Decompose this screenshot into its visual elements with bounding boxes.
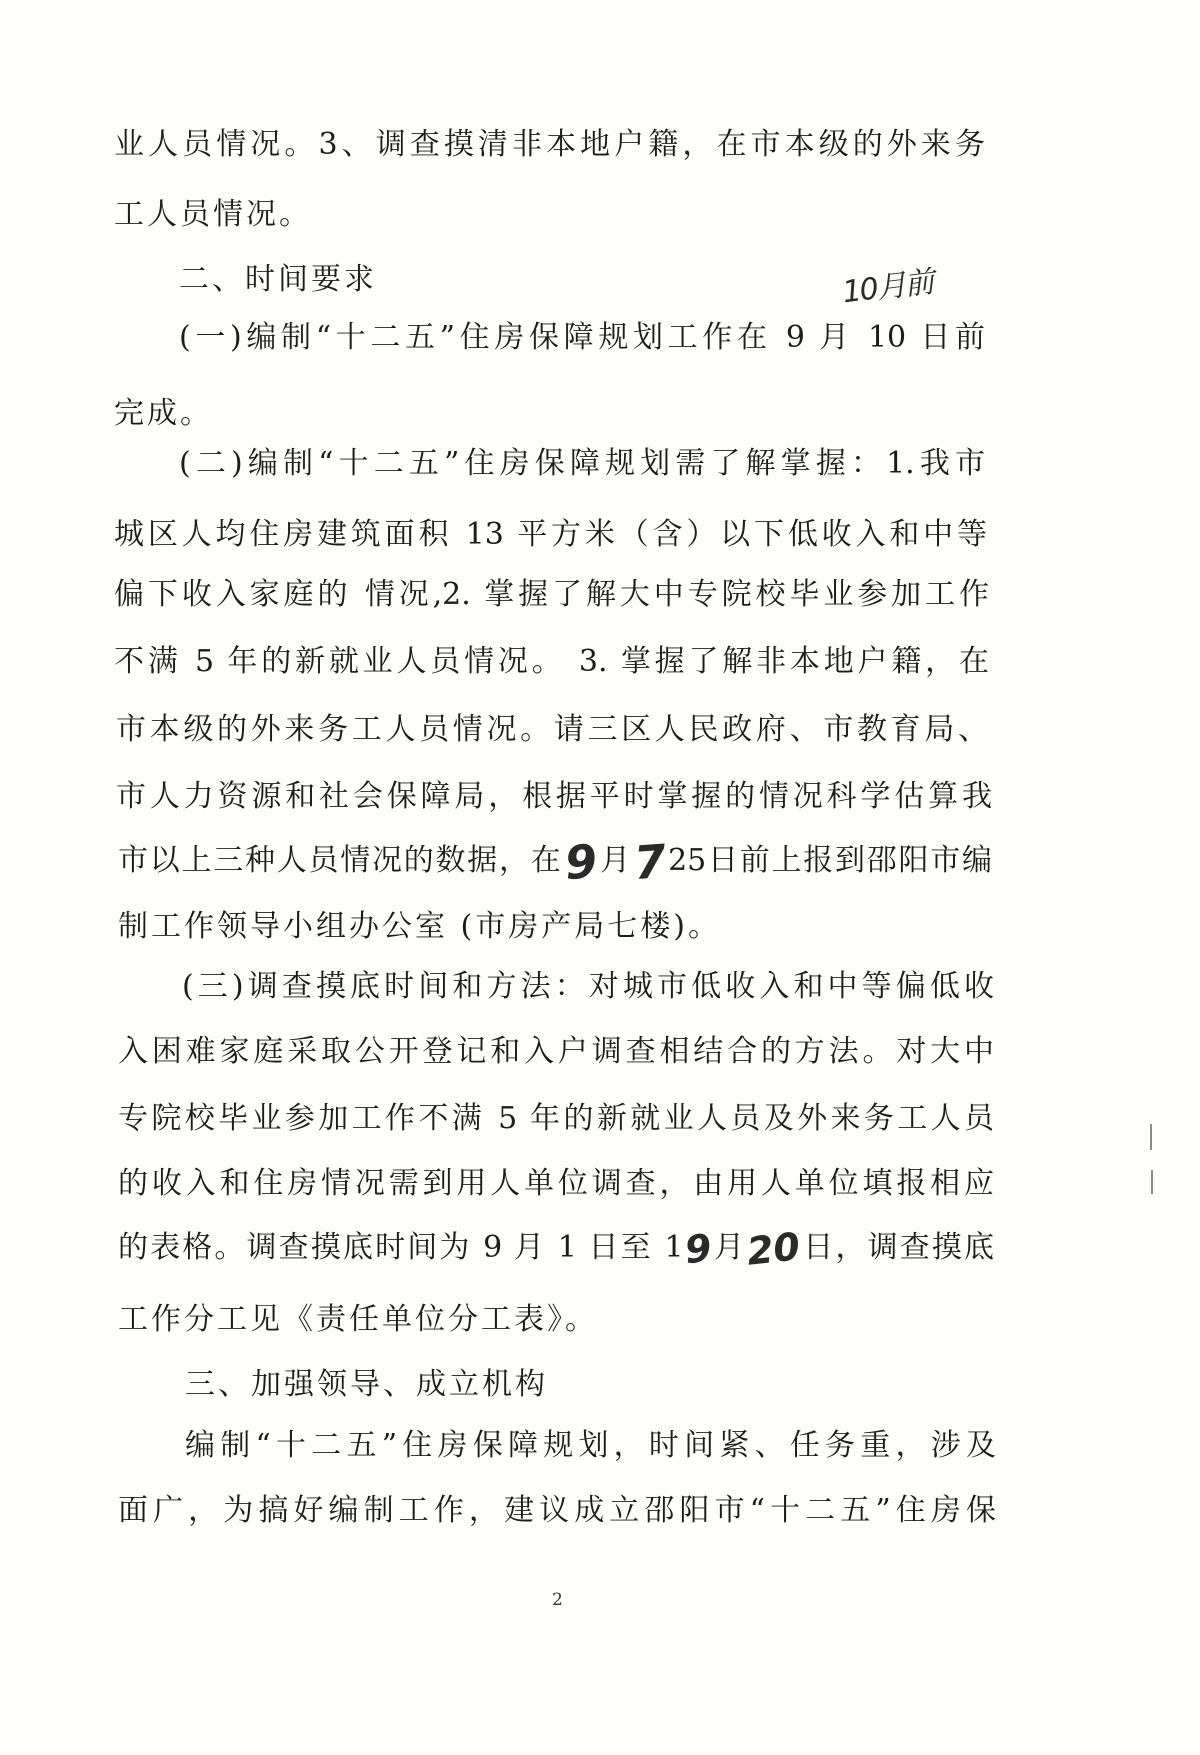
printed-text: 日，调查摸底 xyxy=(801,1230,994,1265)
body-line: 面广，为搞好编制工作，建议成立邵阳市“十二五”住房保 xyxy=(118,1493,996,1528)
body-line: 偏下收入家庭的 情况,2. 掌握了解大中专院校毕业参加工作 xyxy=(114,577,989,612)
body-line: 不满 5 年的新就业人员情况。 3. 掌握了解非本地户籍，在 xyxy=(114,644,989,679)
handwritten-correction: 20 xyxy=(745,1224,803,1274)
body-line: 工人员情况。 xyxy=(114,197,312,232)
printed-text: 25 xyxy=(668,843,707,878)
body-line: 入困难家庭采取公开登记和入户调查相结合的方法。对大中 xyxy=(118,1034,994,1069)
handwritten-correction: 9 xyxy=(562,833,599,891)
handwritten-correction: 9 xyxy=(682,1225,714,1273)
body-line: (二)编制“十二五”住房保障规划需了解掌握：1.我市 xyxy=(179,446,985,481)
body-line: 市本级的外来务工人员情况。请三区人民政府、市教育局、 xyxy=(116,712,988,747)
body-line: 市人力资源和社会保障局，根据平时掌握的情况科学估算我 xyxy=(116,779,992,814)
printed-text: 市以上三种人员情况的数据，在 xyxy=(118,843,563,878)
printed-text: 日前上报到邵阳市编 xyxy=(706,843,993,878)
page-number: 2 xyxy=(552,1590,563,1610)
body-line-with-handwriting xyxy=(118,833,993,891)
body-line: 完成。 xyxy=(114,396,213,431)
margin-mark xyxy=(1151,1170,1153,1194)
handwritten-note: 10月前 xyxy=(840,264,935,311)
handwritten-correction: 7 xyxy=(632,833,668,891)
printed-text: 月 xyxy=(598,843,633,878)
body-line-with-handwriting xyxy=(118,1224,994,1274)
printed-text: 月 xyxy=(712,1230,747,1265)
section-heading: 三、加强领导、成立机构 xyxy=(185,1367,548,1402)
body-line: 业人员情况。3、调查摸清非本地户籍，在市本级的外来务 xyxy=(114,127,985,162)
body-line: (三)调查摸底时间和方法：对城市低收入和中等偏低收 xyxy=(182,969,994,1004)
body-line: 编制“十二五”住房保障规划，时间紧、任务重，涉及 xyxy=(185,1428,996,1463)
body-line: 城区人均住房建筑面积 13 平方米（含）以下低收入和中等 xyxy=(114,517,987,552)
body-line: (一)编制“十二五”住房保障规划工作在 9 月 10 日前 xyxy=(179,320,985,355)
printed-text: 的表格。调查摸底时间为 9 月 1 日至 1 xyxy=(118,1230,684,1265)
section-heading: 二、时间要求 xyxy=(179,262,377,297)
body-line: 工作分工见《责任单位分工表》。 xyxy=(118,1302,598,1337)
body-line: 制工作领导小组办公室 (市房产局七楼)。 xyxy=(118,909,721,944)
margin-mark xyxy=(1150,1124,1152,1150)
body-line: 专院校毕业参加工作不满 5 年的新就业人员及外来务工人员 xyxy=(118,1101,994,1136)
body-line: 的收入和住房情况需到用人单位调查，由用人单位填报相应 xyxy=(118,1166,994,1201)
